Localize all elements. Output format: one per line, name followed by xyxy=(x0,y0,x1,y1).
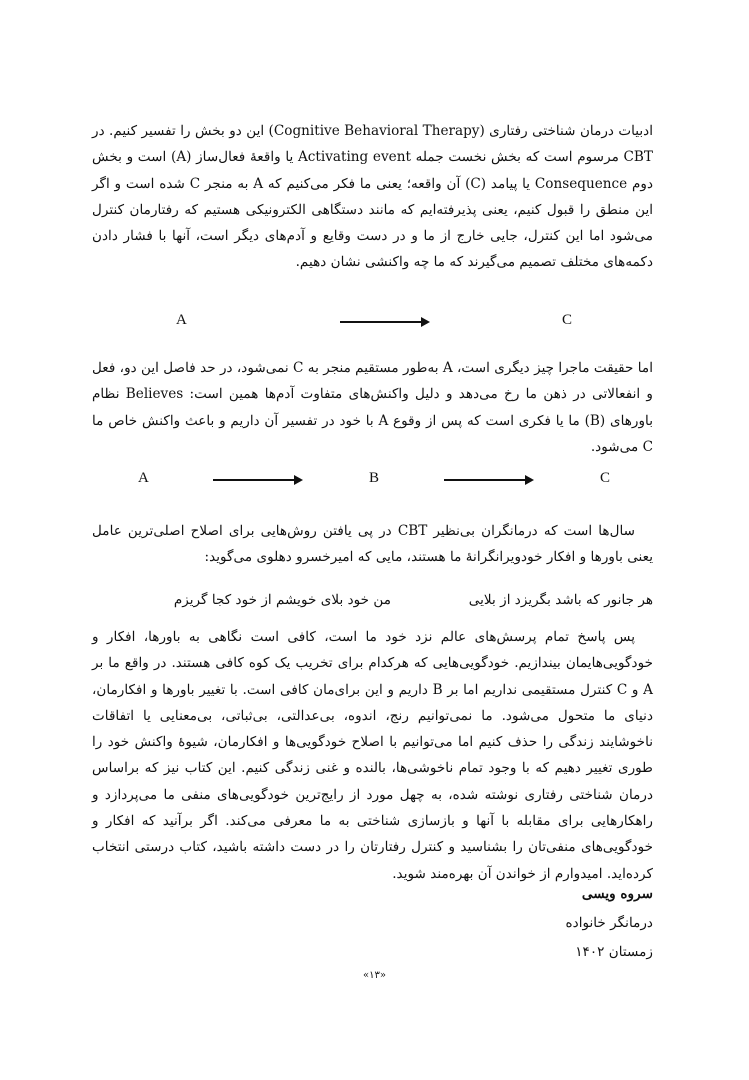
diagram-node-c: C xyxy=(600,470,611,486)
paragraph-beliefs: اما حقیقت ماجرا چیز دیگری است، A به‌طور مستقیم منجر به C نمی‌شود، در حد فاصل این دو، فعل و انفعالاتی در ذهن ما رخ می‌دهد و دلیل واکنش‌های متفاوت آدم‌ها همین است: Believes نظام باورهای (B) ما یا فکری است که پس از وقوع A با خود در تفسیر آن داریم و باعث واکنش خاص ما C می‌شود. xyxy=(92,360,653,455)
arrow-icon xyxy=(340,321,422,323)
paragraph-intro: ادبیات درمان شناختی رفتاری (Cognitive Behavioral Therapy) این دو بخش را تفسیر کنیم. در CBT مرسوم است که بخش نخست جمله Activating event یا واقعهٔ فعال‌ساز (A) است و بخش دوم Consequence یا پیامد (C) آن واقعه؛ یعنی ما فکر می‌کنیم که A به منجر C شده است و اگر این منطق را قبول کنیم، یعنی پذیرفته‌ایم که مانند دستگاهی الکترونیکی هستیم که رفتارمان کنترل می‌شود اما این کنترل، جایی خارج از ما و در دست وقایع و آدم‌های دیگر است، آنها با فشار دادن دکمه‌های مختلف تصمیم می‌گیرند که ما چه واکنشی نشان دهیم. xyxy=(92,123,654,271)
author-name: سروه ویسی xyxy=(581,886,653,902)
diagram-a-b-c xyxy=(0,468,749,492)
page-number: «۱۳» xyxy=(363,970,386,981)
arrow-icon xyxy=(213,479,295,481)
diagram-node-a: A xyxy=(176,312,187,328)
arrow-icon xyxy=(444,479,526,481)
diagram-a-to-c xyxy=(0,310,749,334)
poem-second-hemistich: من خود بلای خویشم از خود کجا گریزم xyxy=(173,592,391,608)
author-role: درمانگر خانواده xyxy=(565,915,653,931)
paragraph-cbt-therapists: سال‌ها است که درمانگران بی‌نظیر CBT در پی یافتن روش‌هایی برای اصلاح اصلی‌ترین عامل یعنی باورها و افکار خودویرانگرانهٔ ما هستند، مایی که امیرخسرو دهلوی می‌گوید: xyxy=(92,523,653,566)
diagram-node-b: B xyxy=(369,470,380,486)
poem-first-hemistich: هر جانور که باشد بگریزد از بلایی xyxy=(468,592,653,608)
paragraph-conclusion: پس پاسخ تمام پرسش‌های عالم نزد خود ما است، کافی است نگاهی به باورها، افکار و خودگویی‌هایمان بیندازیم. خودگویی‌هایی که هرکدام برای تخریب یک کوه کافی هستند. در واقع ما بر A و C کنترل مستقیمی نداریم اما بر B داریم و این برای‌مان کافی است. با تغییر باورها و افکارمان، دنیای ما متحول می‌شود. ما نمی‌توانیم رنج، اندوه، بی‌عدالتی، بی‌ثباتی، بی‌معنایی یا اتفاقات ناخوشایند زندگی را حذف کنیم اما می‌توانیم با اصلاح خودگویی‌ها و افکارمان، شیوهٔ واکنش خود را طوری تغییر دهیم که با وجود تمام ناخوشی‌ها، بالنده و غنی زندگی کنیم. این کتاب نیز که براساس درمان شناختی رفتاری نوشته شده، به چهل مورد از رایج‌ترین خودگویی‌های منفی ما می‌پردازد و راهکارهایی برای مقابله با آنها و بازسازی شناختی به ما معرفی می‌کند. اگر برآنید که افکار و خودگویی‌های منفی‌تان را بشناسید و کنترل رفتارتان را در دست داشته باشید، کتاب درستی انتخاب کرده‌اید. امیدوارم از خواندن آن بهره‌مند شوید. xyxy=(92,629,653,882)
poem-verse xyxy=(92,588,653,612)
diagram-node-c: C xyxy=(562,312,573,328)
diagram-node-a: A xyxy=(138,470,149,486)
signature-date: زمستان ۱۴۰۲ xyxy=(575,944,653,960)
